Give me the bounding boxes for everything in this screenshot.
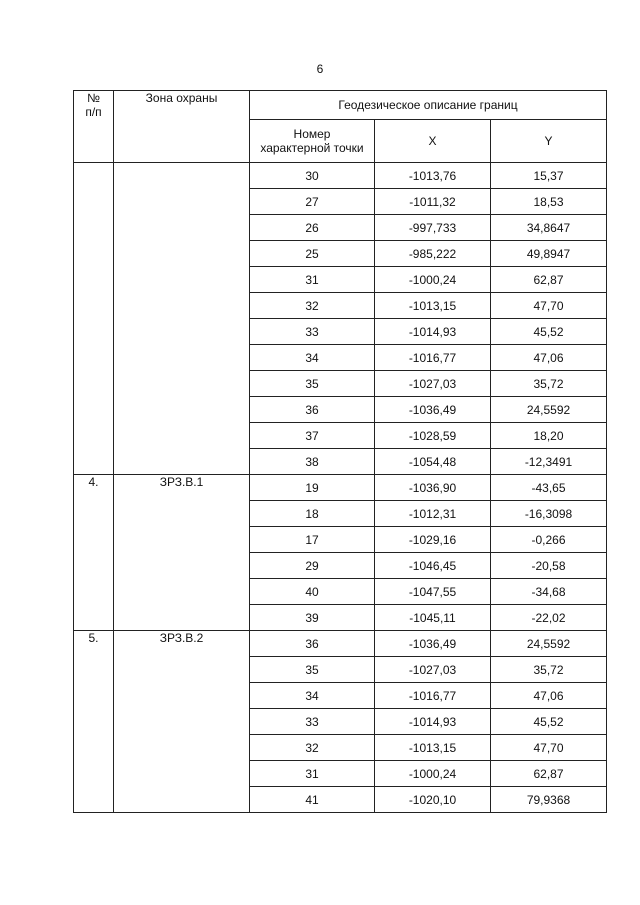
coord-y: 47,06 [491, 683, 607, 709]
point-number: 17 [250, 527, 375, 553]
group-zone: ЗРЗ.В.1 [114, 475, 250, 631]
coord-x: -1014,93 [375, 319, 491, 345]
coord-y: -20,58 [491, 553, 607, 579]
header-number [74, 91, 114, 163]
header-point-line1: Номер [293, 127, 331, 141]
group-number: 5. [74, 631, 114, 813]
coord-x: -1036,90 [375, 475, 491, 501]
table-row [74, 631, 607, 657]
coord-x: -1029,16 [375, 527, 491, 553]
header-number-line1: № [87, 91, 100, 105]
coord-x: -1036,49 [375, 631, 491, 657]
point-number: 31 [250, 761, 375, 787]
coord-y: 35,72 [491, 657, 607, 683]
coord-x: -1045,11 [375, 605, 491, 631]
header-y: Y [491, 120, 607, 163]
point-number: 34 [250, 345, 375, 371]
coord-x: -1036,49 [375, 397, 491, 423]
coord-x: -1013,76 [375, 163, 491, 189]
coord-y: 34,8647 [491, 215, 607, 241]
point-number: 32 [250, 735, 375, 761]
coord-x: -1014,93 [375, 709, 491, 735]
table-header [74, 91, 607, 163]
table-row [74, 163, 607, 189]
coord-x: -1016,77 [375, 683, 491, 709]
point-number: 41 [250, 787, 375, 813]
coord-y: -16,3098 [491, 501, 607, 527]
coord-x: -1054,48 [375, 449, 491, 475]
point-number: 34 [250, 683, 375, 709]
coord-x: -1011,32 [375, 189, 491, 215]
header-x: X [375, 120, 491, 163]
point-number: 36 [250, 397, 375, 423]
coord-y: -43,65 [491, 475, 607, 501]
point-number: 38 [250, 449, 375, 475]
coord-x: -1016,77 [375, 345, 491, 371]
coord-y: -34,68 [491, 579, 607, 605]
coord-y: 24,5592 [491, 631, 607, 657]
point-number: 40 [250, 579, 375, 605]
point-number: 27 [250, 189, 375, 215]
coord-y: 45,52 [491, 709, 607, 735]
coord-x: -1027,03 [375, 371, 491, 397]
header-number-line2: п/п [85, 105, 102, 119]
coord-x: -1028,59 [375, 423, 491, 449]
group-number: 4. [74, 475, 114, 631]
coord-y: 47,70 [491, 293, 607, 319]
coord-y: -22,02 [491, 605, 607, 631]
table-row [74, 475, 607, 501]
coord-y: 45,52 [491, 319, 607, 345]
coord-x: -985,222 [375, 241, 491, 267]
point-number: 33 [250, 709, 375, 735]
point-number: 32 [250, 293, 375, 319]
point-number: 19 [250, 475, 375, 501]
point-number: 30 [250, 163, 375, 189]
coord-x: -1000,24 [375, 267, 491, 293]
coord-y: 18,53 [491, 189, 607, 215]
page-number: 6 [316, 62, 324, 76]
group-zone [114, 163, 250, 475]
coord-y: 15,37 [491, 163, 607, 189]
coord-x: -997,733 [375, 215, 491, 241]
coord-y: 35,72 [491, 371, 607, 397]
coord-x: -1000,24 [375, 761, 491, 787]
point-number: 39 [250, 605, 375, 631]
header-geodetic: Геодезическое описание границ [250, 91, 607, 120]
coord-x: -1027,03 [375, 657, 491, 683]
coord-x: -1013,15 [375, 735, 491, 761]
point-number: 33 [250, 319, 375, 345]
point-number: 25 [250, 241, 375, 267]
coord-y: -0,266 [491, 527, 607, 553]
coord-y: 47,70 [491, 735, 607, 761]
coord-y: 62,87 [491, 267, 607, 293]
point-number: 36 [250, 631, 375, 657]
coord-y: 18,20 [491, 423, 607, 449]
header-point-line2: характерной точки [260, 141, 364, 155]
coord-y: 24,5592 [491, 397, 607, 423]
point-number: 29 [250, 553, 375, 579]
geodetic-table [73, 90, 607, 813]
point-number: 18 [250, 501, 375, 527]
header-point [250, 120, 375, 163]
coord-x: -1013,15 [375, 293, 491, 319]
coord-x: -1047,55 [375, 579, 491, 605]
coord-y: -12,3491 [491, 449, 607, 475]
coord-y: 47,06 [491, 345, 607, 371]
group-zone: ЗРЗ.В.2 [114, 631, 250, 813]
coord-y: 62,87 [491, 761, 607, 787]
coord-x: -1012,31 [375, 501, 491, 527]
header-zone: Зона охраны [114, 91, 250, 163]
point-number: 35 [250, 371, 375, 397]
table-body [74, 163, 607, 813]
point-number: 35 [250, 657, 375, 683]
group-number [74, 163, 114, 475]
point-number: 37 [250, 423, 375, 449]
coord-x: -1020,10 [375, 787, 491, 813]
point-number: 26 [250, 215, 375, 241]
point-number: 31 [250, 267, 375, 293]
coord-y: 79,9368 [491, 787, 607, 813]
coord-x: -1046,45 [375, 553, 491, 579]
coord-y: 49,8947 [491, 241, 607, 267]
